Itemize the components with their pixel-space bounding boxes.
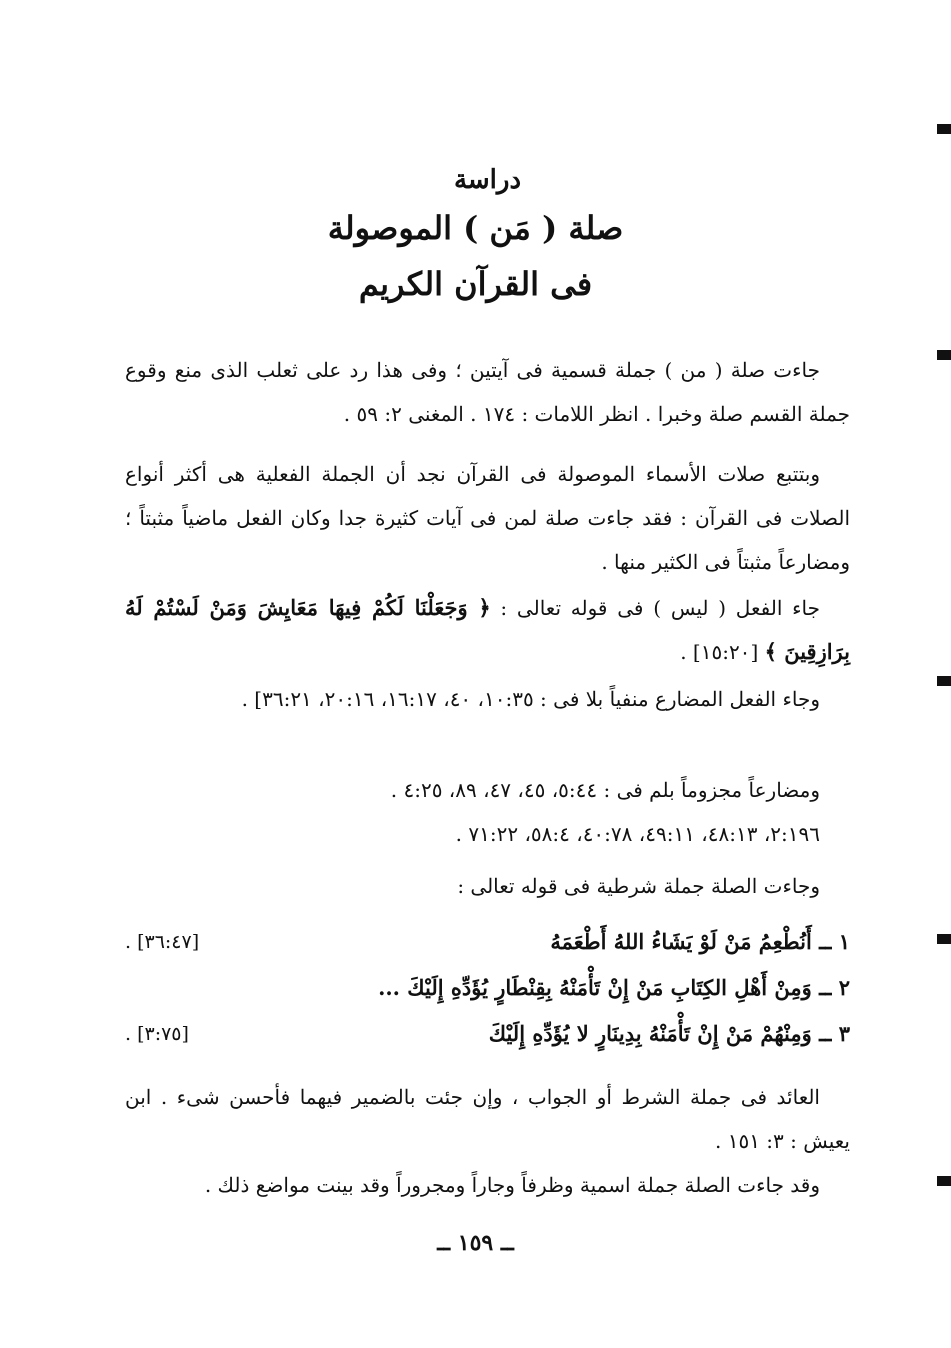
- title-block: [0, 160, 951, 312]
- verse-text: ١ ــ أَنُطْعِمُ مَنْ لَوْ يَشَاءُ اللهُ أَطْعَمَهُ: [550, 929, 850, 954]
- paragraph-negated-present: وجاء الفعل المضارع منفياً بلا فى : ١٠:٣٥، ٤٠، ١٦:١٧، ٢٠:١٦، ٣٦:٢١] .: [241, 687, 820, 711]
- quran-reference: [١٥:٢٠] .: [680, 640, 759, 664]
- quran-quote: ﴿ وَجَعَلْنَا لَكُمْ فِيهَا مَعَايِشَ وَمَنْ لَسْتُمْ لَهُ بِرَازِقِينَ ﴾: [125, 595, 850, 664]
- paragraph-returning-pronoun: العائد فى جملة الشرط أو الجواب ، وإن جئت بالضمير فيهما فأحسن شىء . ابن يعيش : ٣: ١٥١ .: [125, 1085, 850, 1153]
- binding-mark: [937, 1176, 951, 1186]
- page-subtitle: فى القرآن الكريم: [358, 265, 593, 303]
- verse-reference: [٣٦:٤٧] .: [125, 931, 200, 953]
- page-number: ــ ١٥٩ ــ: [437, 1230, 514, 1256]
- binding-mark: [937, 350, 951, 360]
- verse-text: ٢ ــ وَمِنْ أَهْلِ الكِتَابِ مَنْ إِنْ تَأْمَنْهُ بِقِنْطَارٍ يُؤَدِّهِ إِلَيْكَ ...: [378, 975, 850, 1000]
- page-title: صلة ( مَن ) الموصولة: [327, 209, 624, 247]
- study-label: دراسة: [453, 165, 522, 195]
- paragraph-laysa: [125, 586, 850, 674]
- jussive-line-1: ومضارعاً مجزوماً بلم فى : ٥:٤٤، ٤٥، ٤٧، ٨٩، ٤:٢٥ .: [390, 778, 820, 802]
- paragraph-jussive: [125, 768, 850, 856]
- paragraph-oath-clause: جاءت صلة ( من ) جملة قسمية فى آيتين ؛ وفى هذا رد على ثعلب الذى منع وقوع جملة القسم صلة وخبرا . انظر اللامات : ١٧٤ . المغنى ٢: ٥٩ .: [125, 358, 850, 426]
- binding-mark: [937, 124, 951, 134]
- paragraph-nominal-clause: وقد جاءت الصلة جملة اسمية وظرفاً وجاراً ومجروراً وقد بينت مواضع ذلك .: [204, 1173, 820, 1197]
- verse-text: ٣ ــ وَمِنْهُمْ مَنْ إِنْ تَأْمَنْهُ بِدِينَارٍ لا يُؤَدِّهِ إِلَيْكَ: [488, 1021, 850, 1046]
- jussive-line-2: ٢:١٩٦، ٤٨:١٣، ٤٩:١١، ٤٠:٧٨، ٥٨:٤، ٧١:٢٢ .: [455, 822, 820, 846]
- paragraph-conditional-intro: وجاءت الصلة جملة شرطية فى قوله تعالى :: [457, 874, 820, 898]
- binding-mark: [937, 676, 951, 686]
- verse-line: [125, 968, 850, 1008]
- verse-line: [125, 1014, 850, 1054]
- verse-reference: [٣:٧٥] .: [125, 1023, 189, 1045]
- verse-line: [125, 922, 850, 962]
- binding-mark: [937, 934, 951, 944]
- paragraph-verbal-clause: وبتتبع صلات الأسماء الموصولة فى القرآن نجد أن الجملة الفعلية هى أكثر أنواع الصلات فى القرآن : فقد جاءت صلة لمن فى آيات كثيرة جدا وكان الفعل ماضياً مثبتاً ؛ ومضارعاً مثبتاً فى الكثير منها .: [125, 462, 850, 574]
- laysa-intro: جاء الفعل ( ليس ) فى قوله تعالى :: [500, 596, 821, 620]
